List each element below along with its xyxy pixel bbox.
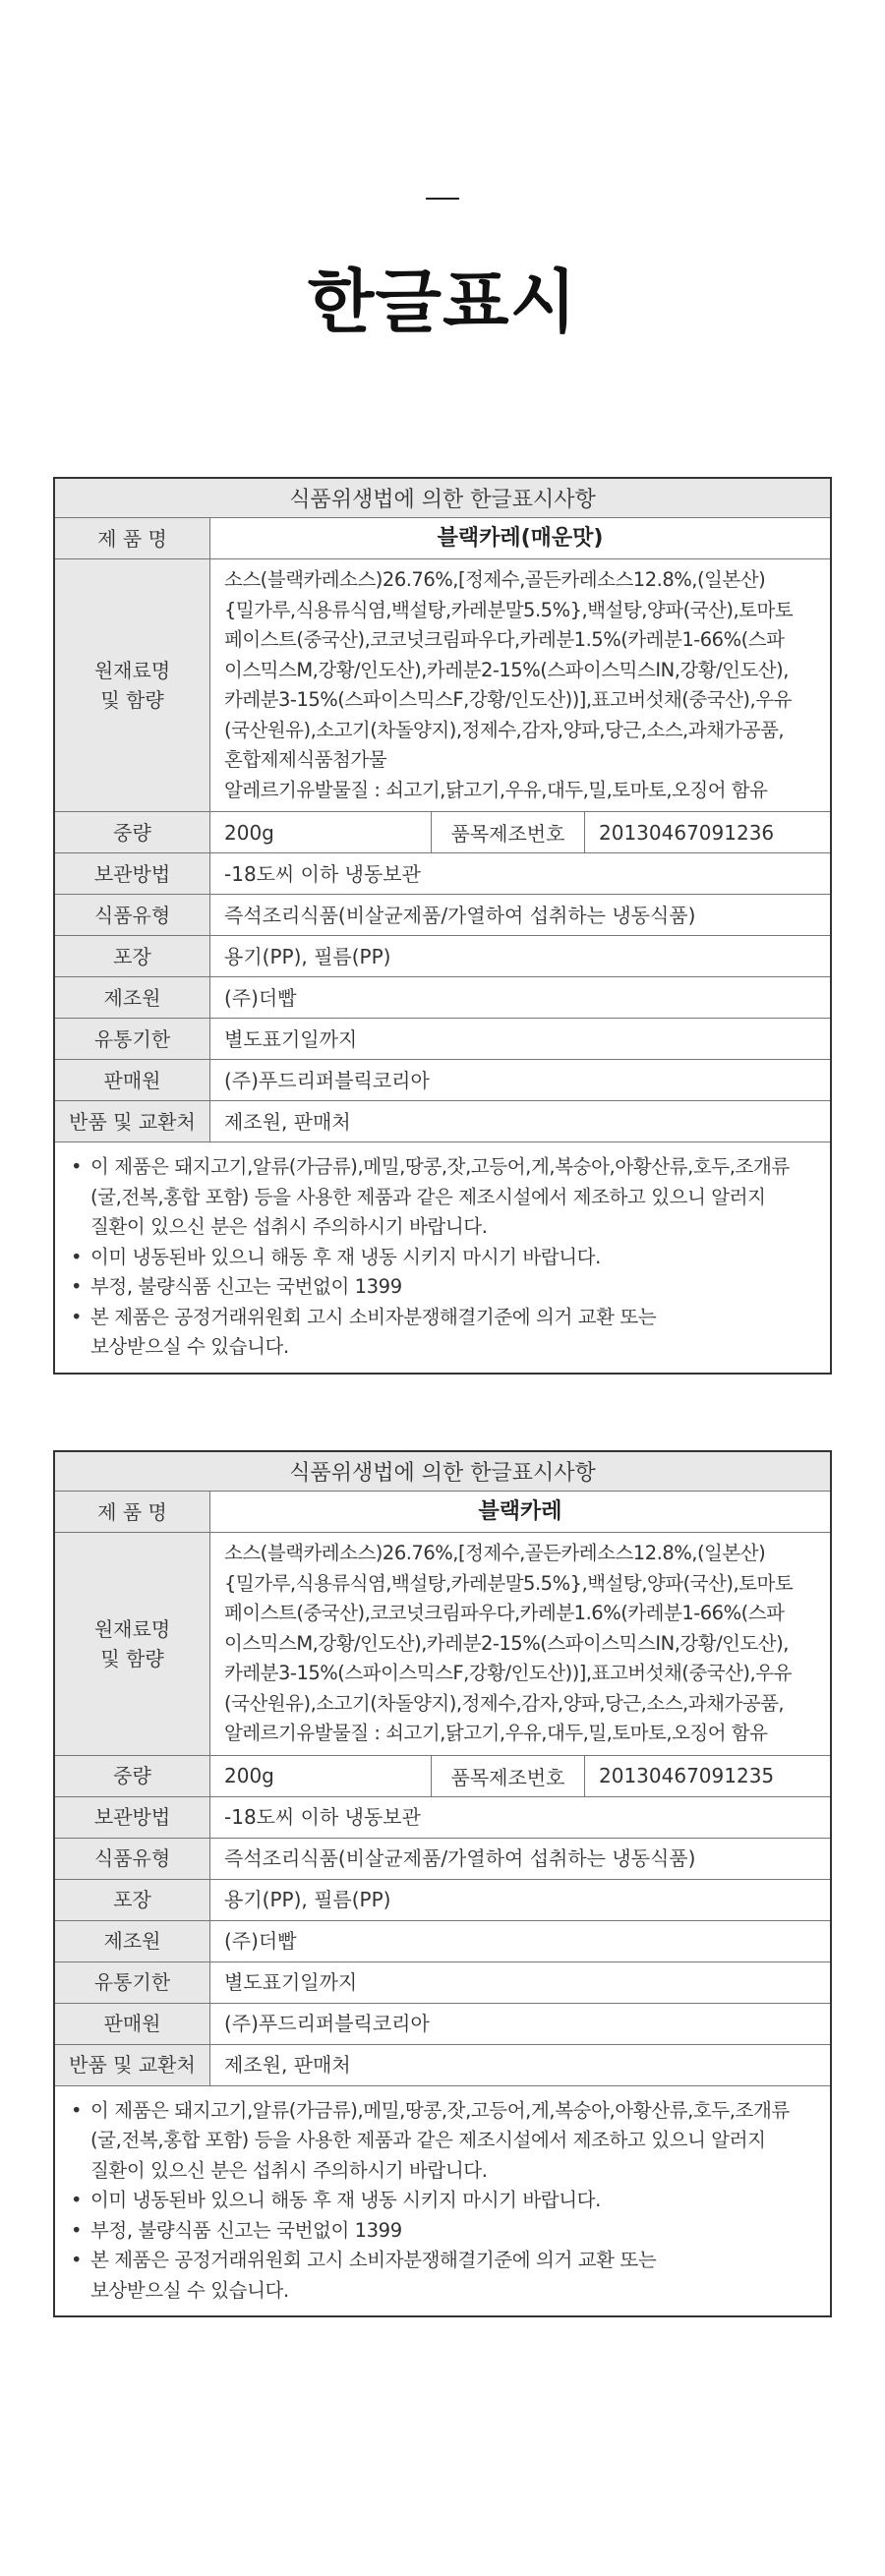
product-name-label: 제 품 명 (55, 1492, 210, 1532)
ingredients-label-line-2: 및 함량 (100, 688, 164, 712)
expiry-row (55, 1962, 830, 2004)
note-item (69, 2186, 816, 2216)
note-item (69, 2096, 816, 2187)
ingredients-line: 페이스트(중국산),코코넛크림파우다,카레분1.5%(카레분1-66%(스파 (224, 628, 785, 651)
note-line: (굴,전복,홍합 포함) 등을 사용한 제품과 같은 제조시설에서 제조하고 있으니 알러지 (90, 2129, 766, 2151)
note-line: • 이미 냉동된바 있으니 해동 후 재 냉동 시키지 마시기 바랍니다. (90, 1245, 601, 1268)
report-no-value: 20130467091236 (599, 820, 775, 845)
food-type-label: 식품유형 (55, 1839, 210, 1879)
ingredients-line: 알레르기유발물질 : 쇠고기,닭고기,우유,대두,밀,토마토,오징어 함유 (224, 778, 768, 801)
packaging-value: 용기(PP), 필름(PP) (224, 944, 391, 968)
table-header: 식품위생법에 의한 한글표시사항 (55, 479, 830, 518)
report-no-value: 20130467091235 (599, 1764, 775, 1787)
storage-label: 보관방법 (55, 853, 210, 894)
storage-value: -18도씨 이하 냉동보관 (224, 861, 421, 886)
food-type-value: 즉석조리식품(비살균제품/가열하여 섭취하는 냉동식품) (224, 1846, 696, 1870)
food-type-row (55, 895, 830, 936)
ingredients-line: 혼합제제식품첨가물 (224, 748, 387, 771)
food-type-label: 식품유형 (55, 895, 210, 935)
ingredients-line: (국산원유),소고기(차돌양지),정제수,감자,양파,당근,소스,과채가공품, (224, 1691, 785, 1715)
note-item (69, 1303, 816, 1363)
manufacturer-row (55, 1921, 830, 1962)
note-line: • 이 제품은 돼지고기,알류(가금류),메밀,땅콩,잣,고등어,게,복숭아,아황산류,호두,조개류 (90, 1155, 790, 1178)
ingredients-line: {밀가루,식용류식염,백설탕,카레분말5.5%},백설탕,양파(국산),토마토 (224, 1571, 794, 1595)
ingredients-line: 소스(블랙카레소스)26.76%,[정제수,골든카레소스12.8%,(일본산) (224, 568, 766, 591)
note-item (69, 1272, 816, 1303)
seller-value: (주)푸드리퍼블릭코리아 (224, 1068, 430, 1092)
packaging-label: 포장 (55, 936, 210, 976)
storage-row (55, 853, 830, 895)
report-no-label: 품목제조번호 (432, 1756, 585, 1796)
packaging-row (55, 936, 830, 977)
expiry-label: 유통기한 (55, 1962, 210, 2003)
note-line: • 본 제품은 공정거래위원회 고시 소비자분쟁해결기준에 의거 교환 또는 (90, 2249, 657, 2271)
weight-label: 중량 (55, 1756, 210, 1796)
note-line: (굴,전복,홍합 포함) 등을 사용한 제품과 같은 제조시설에서 제조하고 있으니 알러지 (90, 1185, 766, 1208)
page-title: 한글표시 (307, 262, 578, 342)
ingredients-label (55, 1533, 210, 1755)
ingredients-line: 카레분3-15%(스파이스믹스F,강황/인도산))],표고버섯채(중국산),우유 (224, 1662, 792, 1684)
seller-label: 판매원 (55, 2004, 210, 2044)
seller-value: (주)푸드리퍼블릭코리아 (224, 2012, 430, 2035)
return-row (55, 2045, 830, 2086)
product-name-row (55, 518, 830, 559)
manufacturer-value: (주)더빱 (224, 985, 297, 1010)
note-item (69, 1243, 816, 1273)
note-line: 질환이 있으신 분은 섭취시 주의하시기 바랍니다. (90, 2158, 488, 2182)
seller-label: 판매원 (55, 1060, 210, 1100)
manufacturer-label: 제조원 (55, 1921, 210, 1961)
manufacturer-label: 제조원 (55, 977, 210, 1018)
ingredients-row (55, 1533, 830, 1756)
packaging-row (55, 1880, 830, 1921)
table-header: 식품위생법에 의한 한글표시사항 (55, 1452, 830, 1492)
expiry-value: 별도표기일까지 (224, 1026, 358, 1051)
storage-label: 보관방법 (55, 1797, 210, 1838)
weight-label: 중량 (55, 812, 210, 852)
storage-row (55, 1797, 830, 1839)
ingredients-label-line-1: 원재료명 (93, 1616, 171, 1641)
note-item (69, 1152, 816, 1243)
note-line: • 부정, 불량식품 신고는 국번없이 1399 (90, 2218, 402, 2242)
weight-row (55, 812, 830, 853)
ingredients-line: (국산원유),소고기(차돌양지),정제수,감자,양파,당근,소스,과채가공품, (224, 718, 785, 741)
ingredients-line: 소스(블랙카레소스)26.76%,[정제수,골든카레소스12.8%,(일본산) (224, 1542, 766, 1564)
storage-value: -18도씨 이하 냉동보관 (224, 1805, 421, 1829)
return-row (55, 1101, 830, 1142)
product-name-label: 제 품 명 (55, 518, 210, 558)
ingredients-line: 페이스트(중국산),코코넛크림파우다,카레분1.6%(카레분1-66%(스파 (224, 1602, 785, 1624)
ingredients-line: 카레분3-15%(스파이스믹스F,강황/인도산))],표고버섯채(중국산),우유 (224, 688, 792, 711)
product-name-value: 블랙카레(매운맛) (437, 525, 604, 551)
return-value: 제조원, 판매처 (224, 1109, 351, 1134)
title-dash-divider (426, 198, 459, 200)
weight-row (55, 1756, 830, 1797)
return-label: 반품 및 교환처 (55, 2045, 210, 2085)
note-item (69, 2216, 816, 2247)
ingredients-line: {밀가루,식용류식염,백설탕,카레분말5.5%},백설탕,양파(국산),토마토 (224, 598, 794, 621)
note-line: • 이 제품은 돼지고기,알류(가금류),메밀,땅콩,잣,고등어,게,복숭아,아황산류,호두,조개류 (90, 2098, 790, 2122)
ingredients-label-line-2: 및 함량 (100, 1646, 164, 1670)
note-line: • 이미 냉동된바 있으니 해동 후 재 냉동 시키지 마시기 바랍니다. (90, 2189, 601, 2211)
ingredients-value (210, 1533, 830, 1755)
note-line: 보상받으실 수 있습니다. (90, 2278, 289, 2302)
note-item (69, 2246, 816, 2306)
note-line: • 본 제품은 공정거래위원회 고시 소비자분쟁해결기준에 의거 교환 또는 (90, 1305, 657, 1328)
weight-value: 200g (210, 1756, 432, 1796)
ingredients-label (55, 559, 210, 811)
ingredients-line: 이스믹스M,강황/인도산),카레분2-15%(스파이스믹스IN,강황/인도산), (224, 658, 789, 681)
ingredients-line: 알레르기유발물질 : 쇠고기,닭고기,우유,대두,밀,토마토,오징어 함유 (224, 1722, 768, 1744)
expiry-label: 유통기한 (55, 1019, 210, 1059)
weight-value: 200g (210, 812, 432, 852)
manufacturer-value: (주)더빱 (224, 1929, 297, 1953)
packaging-label: 포장 (55, 1880, 210, 1920)
expiry-value: 별도표기일까지 (224, 1970, 358, 1994)
notes-section (55, 2086, 830, 2316)
label-table-2 (53, 1450, 832, 2317)
product-name-value: 블랙카레 (478, 1498, 562, 1524)
food-type-row (55, 1839, 830, 1880)
return-label: 반품 및 교환처 (55, 1101, 210, 1142)
seller-row (55, 1060, 830, 1101)
ingredients-row (55, 559, 830, 812)
note-line: 질환이 있으신 분은 섭취시 주의하시기 바랍니다. (90, 1215, 488, 1238)
notes-section (55, 1142, 830, 1373)
label-table-1 (53, 477, 832, 1375)
expiry-row (55, 1019, 830, 1060)
note-line: • 부정, 불량식품 신고는 국번없이 1399 (90, 1275, 402, 1298)
report-no-label: 품목제조번호 (432, 812, 585, 852)
ingredients-value (210, 559, 830, 811)
product-name-row (55, 1492, 830, 1533)
return-value: 제조원, 판매처 (224, 2053, 351, 2077)
manufacturer-row (55, 977, 830, 1019)
ingredients-line: 이스믹스M,강황/인도산),카레분2-15%(스파이스믹스IN,강황/인도산), (224, 1631, 789, 1655)
ingredients-label-line-1: 원재료명 (93, 659, 171, 682)
food-type-value: 즉석조리식품(비살균제품/가열하여 섭취하는 냉동식품) (224, 903, 696, 927)
seller-row (55, 2004, 830, 2045)
note-line: 보상받으실 수 있습니다. (90, 1335, 289, 1358)
packaging-value: 용기(PP), 필름(PP) (224, 1888, 391, 1911)
